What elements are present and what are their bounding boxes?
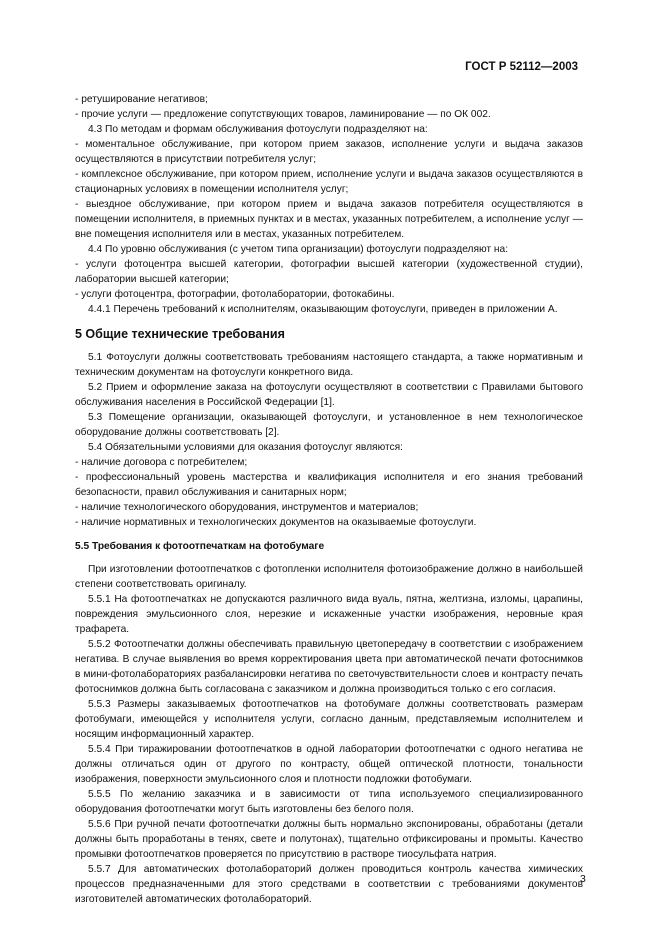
paragraph: 5.5.5 По желанию заказчика и в зависимости от типа используемого специализированного оборудования фотоотпечатки могут быть изготовлены без белого поля. (75, 789, 583, 815)
paragraph: - наличие договора с потребителем; (75, 457, 248, 468)
paragraph: - моментальное обслуживание, при котором прием заказов, исполнение услуги и выдача заказов осуществляются в присутствии потребителя услуг; (75, 139, 583, 165)
paragraph: При изготовлении фотоотпечатков с фотопленки исполнителя фотоизображение должно в наибольшей степени соответствовать оригиналу. (75, 564, 583, 590)
paragraph: 5.5.6 При ручной печати фотоотпечатки должны быть нормально экспонированы, обработаны (детали должны быть проработаны в тенях, свете и полутонах), тщательно отфиксированы и промыты. Качество промывки фотоотпечатков проверяется по присутствию в растворе тиосульфата натрия. (75, 819, 583, 860)
paragraph: 5.5.3 Размеры заказываемых фотоотпечатков на фотобумаге должны соответствовать размерам фотобумаги, имеющейся у исполнителя услуги, согласно данным, представляемым исполнителем и носящим информационный характер. (75, 699, 583, 740)
paragraph: 5.3 Помещение организации, оказывающей фотоуслуги, и установленное в нем технологическое оборудование должны соответствовать [2]. (75, 412, 583, 438)
paragraph: 5.5.1 На фотоотпечатках не допускаются различного вида вуаль, пятна, желтизна, изломы, царапины, повреждения эмульсионного слоя, нерезкие и искаженные участки изображения, неровные края трафарета. (75, 594, 583, 635)
paragraph: 4.4 По уровню обслуживания (с учетом типа организации) фотоуслуги подразделяют на: (88, 244, 509, 255)
page-body (75, 92, 583, 907)
paragraph: - услуги фотоцентра, фотографии, фотолаборатории, фотокабины. (75, 289, 395, 300)
paragraph: 4.4.1 Перечень требований к исполнителям, оказывающим фотоуслуги, приведен в приложении А. (88, 304, 558, 315)
paragraph: 5.5.4 При тиражировании фотоотпечатков в одной лаборатории фотоотпечатки с одного негатива не должны отличаться один от другого по контрасту, общей оптической плотности, тональности изображения, поверхности эмульсионного слоя и плотности подложки фотобумаги. (75, 744, 583, 785)
paragraph: - комплексное обслуживание, при котором прием, исполнение услуги и выдача заказов осуществляются в стационарных условиях в помещении исполнителя услуг; (75, 169, 583, 195)
paragraph: - наличие технологического оборудования, инструментов и материалов; (75, 502, 419, 513)
page-number: 3 (580, 873, 586, 885)
document-code: ГОСТ Р 52112—2003 (465, 61, 578, 73)
paragraph: - прочие услуги — предложение сопутствующих товаров, ламинирование — по ОК 002. (75, 109, 491, 120)
paragraph: 5.5.7 Для автоматических фотолабораторий должен проводиться контроль качества химических процессов предназначенными для этого средствами в соответствии с требованиями документов изготовителей автоматических фотолабораторий. (75, 864, 583, 905)
subsection-heading: 5.5 Требования к фотоотпечаткам на фотобумаге (75, 541, 325, 552)
paragraph: 5.2 Прием и оформление заказа на фотоуслуги осуществляют в соответствии с Правилами бытового обслуживания населения в Российской Федерации [1]. (75, 382, 583, 408)
paragraph: 4.3 По методам и формам обслуживания фотоуслуги подразделяют на: (88, 124, 428, 135)
paragraph: 5.4 Обязательными условиями для оказания фотоуслуг являются: (88, 442, 403, 453)
paragraph: 5.5.2 Фотоотпечатки должны обеспечивать правильную цветопередачу в соответствии с изображением негатива. В случае выявления во время корректирования цвета при автоматической печати фотоснимков в мини-фотолабораториях разбалансировки негатива по светочувствительности слоев и контрасту печать фотоснимков должна быть согласована с заказчиком и должна производиться только с его согласия. (75, 639, 583, 695)
paragraph: - ретуширование негативов; (75, 94, 208, 105)
paragraph: - профессиональный уровень мастерства и квалификация исполнителя и его знания требований безопасности, правил обслуживания и санитарных норм; (75, 472, 583, 498)
section-heading: 5 Общие технические требования (75, 327, 285, 341)
paragraph: - услуги фотоцентра высшей категории, фотографии высшей категории (художественной студии), лаборатории высшей категории; (75, 259, 583, 285)
paragraph: 5.1 Фотоуслуги должны соответствовать требованиям настоящего стандарта, а также нормативным и техническим документам на фотоуслуги конкретного вида. (75, 352, 583, 378)
paragraph: - выездное обслуживание, при котором прием и выдача заказов потребителя осуществляются в помещении исполнителя, в приемных пунктах и в местах, указанных потребителем, а исполнение услуг — вне помещения исполнителя или в местах, указанных потребителем. (75, 199, 583, 240)
paragraph: - наличие нормативных и технологических документов на оказываемые фотоуслуги. (75, 517, 477, 528)
